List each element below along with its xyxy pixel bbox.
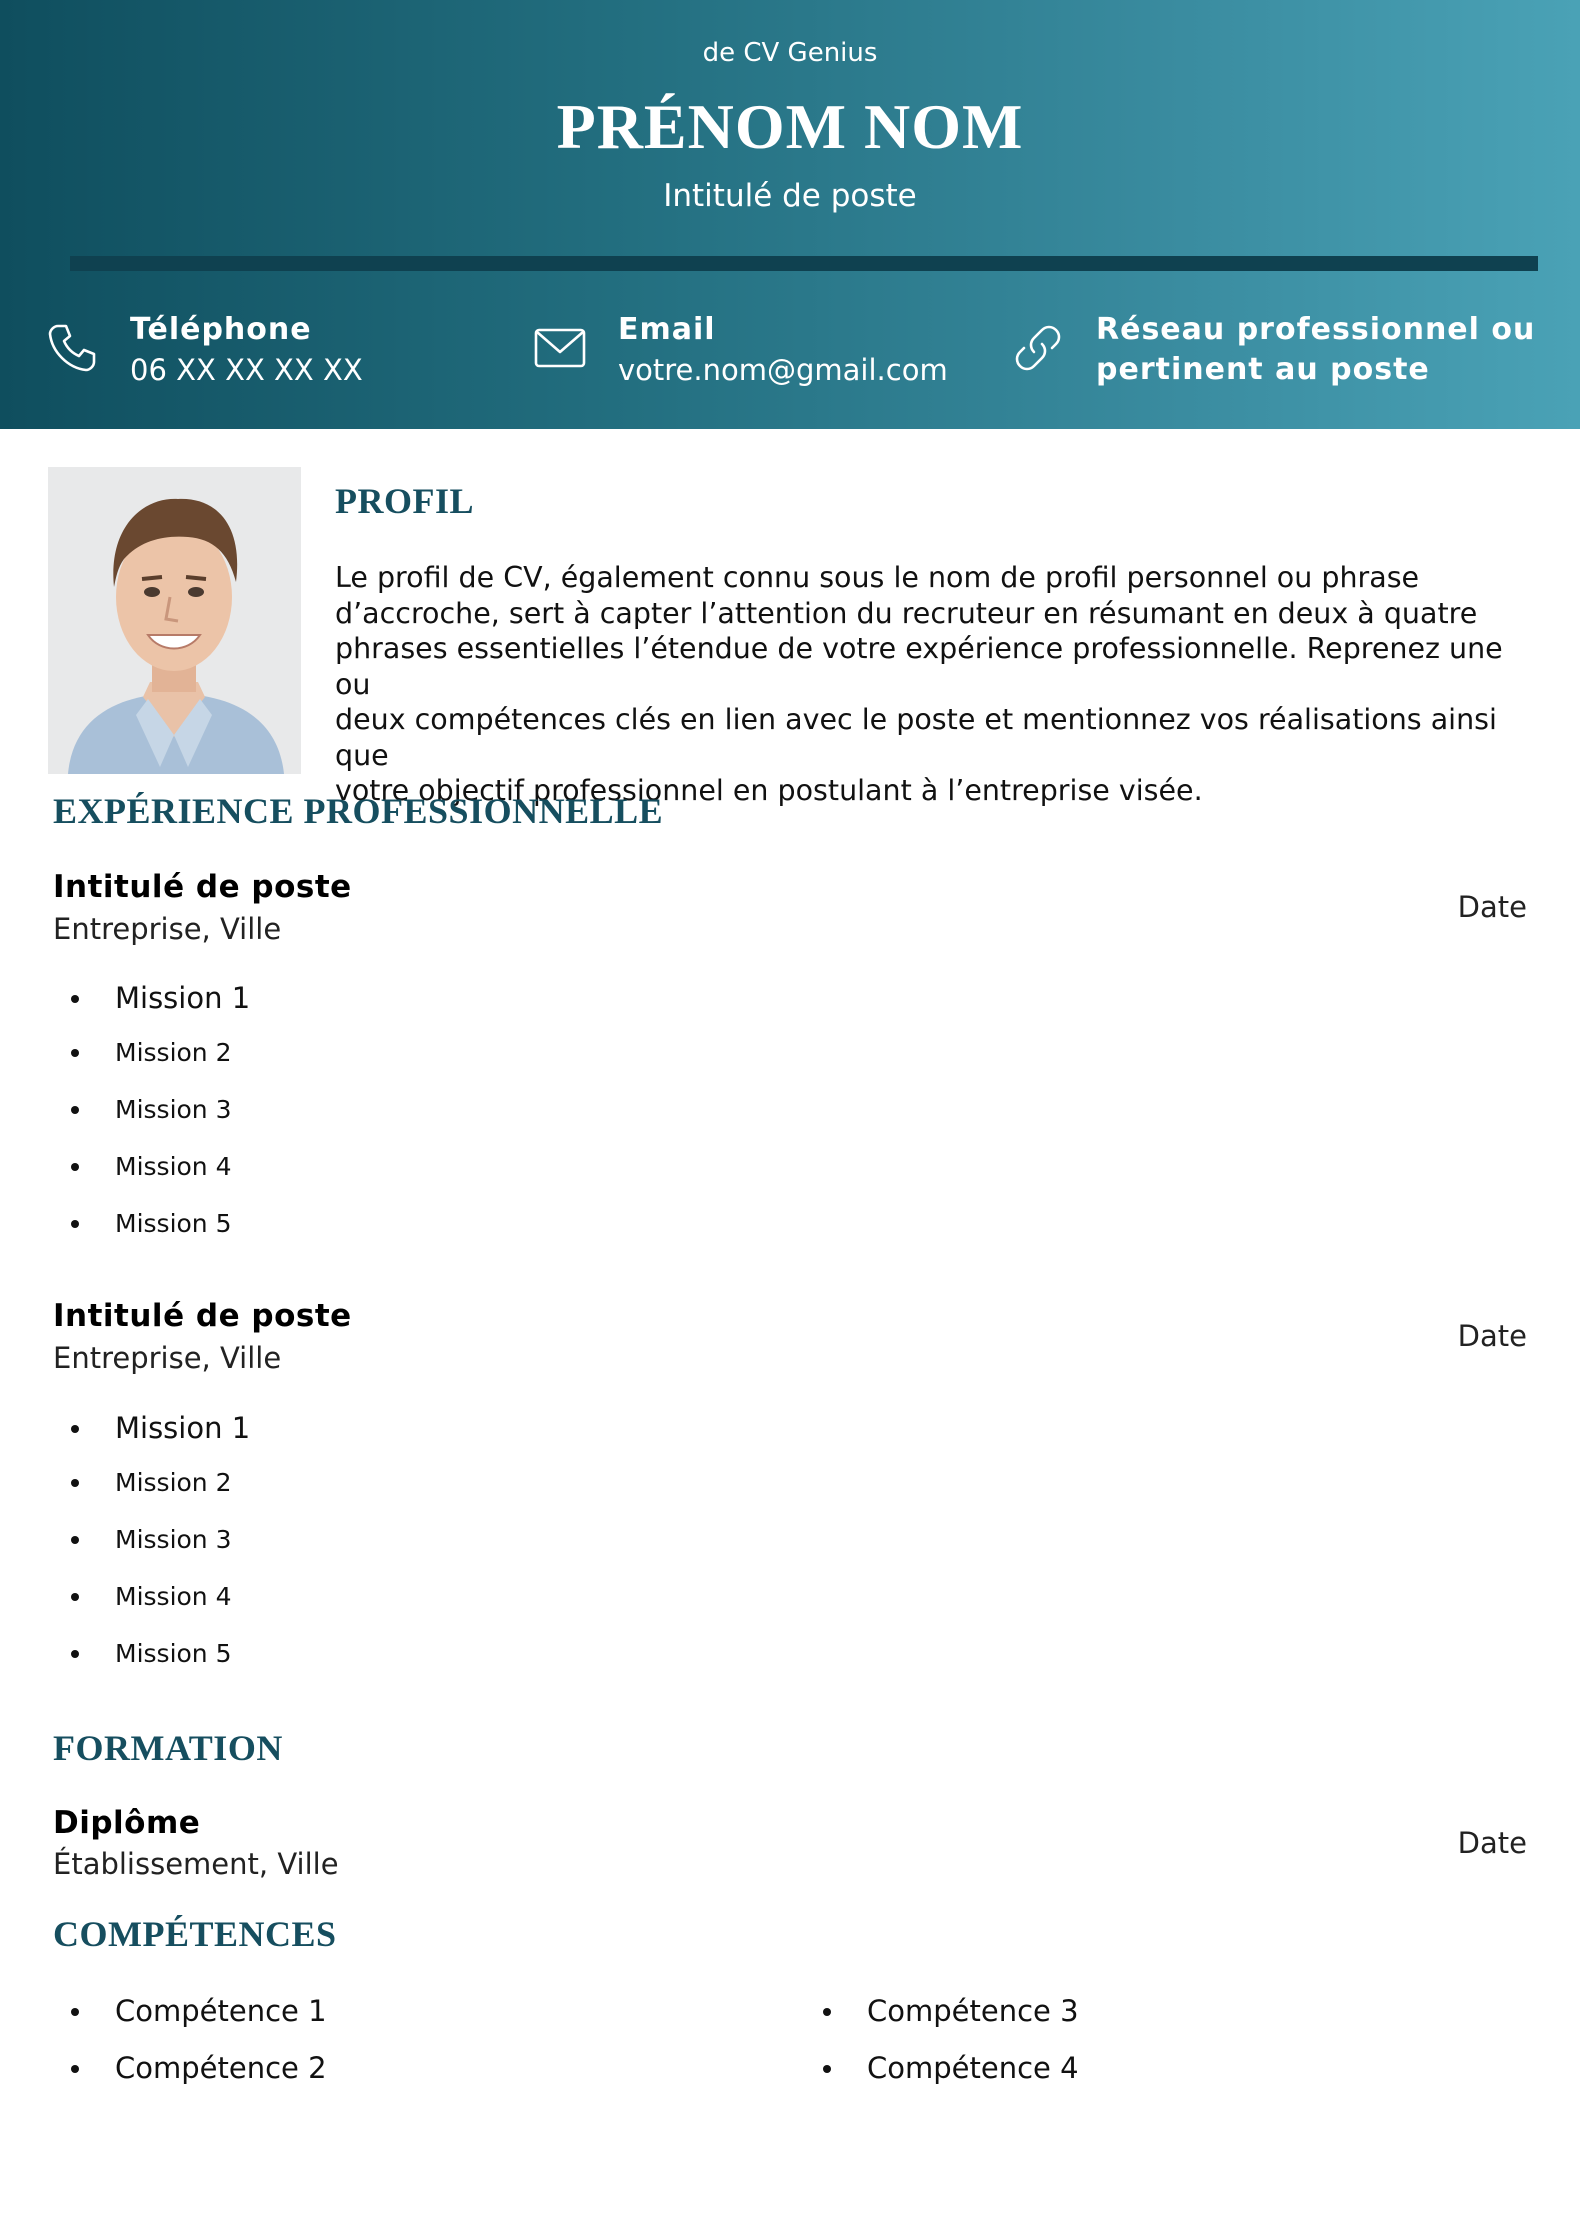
profile-section-title: PROFIL [335,481,475,521]
mail-icon [532,320,588,376]
experience-section-title: EXPÉRIENCE PROFESSIONNELLE [53,791,664,831]
mission-item: Mission 3 [68,1511,232,1568]
phone-icon [44,320,100,376]
job-company: Entreprise, Ville [53,1341,282,1375]
mission-item: Mission 3 [68,1081,232,1138]
profile-photo [48,467,301,774]
mission-item: Mission 4 [68,1138,232,1195]
candidate-job-title: Intitulé de poste [663,178,917,214]
contact-network-label-2: pertinent au poste [1096,352,1430,387]
profile-line: d’accroche, sert à capter l’attention du recruteur en résumant en deux à quatre [335,596,1478,630]
profile-summary [335,560,1515,809]
contact-network-label-1: Réseau professionnel ou [1096,312,1536,347]
header-divider [70,256,1538,271]
skill-item: Compétence 2 [68,2040,327,2097]
mission-item: Mission 2 [68,1454,232,1511]
skills-section-title: COMPÉTENCES [53,1914,337,1954]
profile-line: deux compétences clés en lien avec le poste et mentionnez vos réalisations ainsi que [335,703,1497,772]
skill-item: Compétence 4 [820,2040,1079,2097]
job-title: Intitulé de poste [53,1298,352,1334]
skill-item: Compétence 1 [68,1983,327,2040]
contact-phone-value: 06 XX XX XX XX [130,353,363,387]
mission-list [68,970,250,1027]
skills-list-left [68,1983,327,2097]
job-title: Intitulé de poste [53,869,352,905]
contact-email [532,310,948,390]
job-date: Date [1457,1319,1527,1353]
mission-item: Mission 1 [68,1400,250,1457]
contact-phone-label: Téléphone [130,312,312,347]
watermark-text: de CV Genius [702,38,878,68]
education-section-title: FORMATION [53,1728,283,1768]
job-company: Entreprise, Ville [53,912,282,946]
job-date: Date [1457,890,1527,924]
contact-email-value: votre.nom@gmail.com [618,353,948,387]
mission-list [68,1024,232,1252]
school-name: Établissement, Ville [53,1847,339,1881]
degree-title: Diplôme [53,1805,201,1841]
mission-item: Mission 5 [68,1625,232,1682]
mission-list [68,1400,250,1457]
contact-phone [44,310,363,390]
profile-line: votre objectif professionnel en postulant à l’entreprise visée. [335,774,1203,807]
candidate-name: PRÉNOM NOM [556,91,1024,162]
link-icon [1010,320,1066,376]
profile-line: Le profil de CV, également connu sous le nom de profil personnel ou phrase [335,561,1420,594]
skills-list-right [820,1983,1079,2097]
education-date: Date [1457,1826,1527,1860]
mission-item: Mission 2 [68,1024,232,1081]
mission-item: Mission 1 [68,970,250,1027]
mission-item: Mission 4 [68,1568,232,1625]
contact-network [1010,310,1535,390]
mission-item: Mission 5 [68,1195,232,1252]
header-banner [0,0,1580,429]
mission-list [68,1454,232,1682]
profile-line: phrases essentielles l’étendue de votre expérience professionnelle. Reprenez une ou [335,632,1503,701]
skill-item: Compétence 3 [820,1983,1079,2040]
contact-email-label: Email [618,312,716,347]
